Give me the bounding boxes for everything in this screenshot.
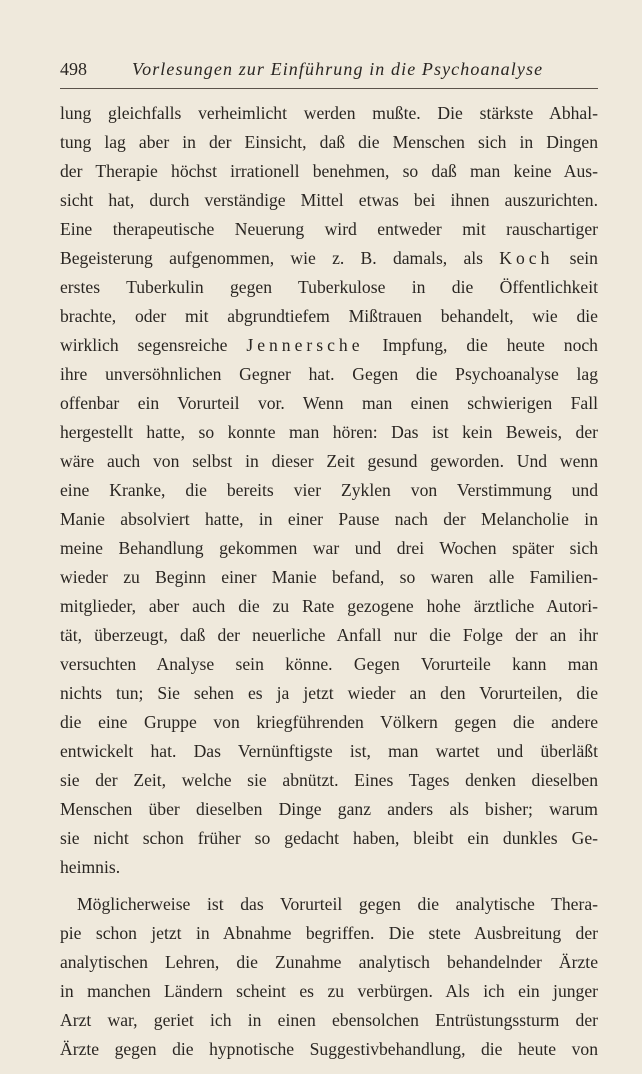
text-line: nichts tun; Sie sehen es ja jetzt wieder an den Vorurteilen, die (60, 683, 598, 703)
text-line: sie nicht schon früher so gedacht haben, bleibt ein dunkles Ge- (60, 828, 598, 848)
text-line: mitglieder, aber auch die zu Rate gezogene hohe ärztliche Autori- (60, 596, 598, 616)
page-number: 498 (60, 59, 87, 79)
text-line: hergestellt hatte, so konnte man hören: Das ist kein Beweis, der (60, 422, 598, 442)
text-line: Manie absolviert hatte, in einer Pause nach der Melancholie in (60, 509, 598, 529)
text-line: pie schon jetzt in Abnahme begriffen. Die stete Ausbreitung der (60, 923, 598, 943)
text-line: tung lag aber in der Einsicht, daß die Menschen sich in Dingen (60, 132, 598, 152)
text-line: erstes Tuberkulin gegen Tuberkulose in die Öffentlichkeit (60, 277, 598, 297)
header-rule (60, 88, 598, 89)
spaced-name-koch: Koch (499, 248, 554, 268)
text-line: offenbar ein Vorurteil vor. Wenn man einen schwierigen Fall (60, 393, 598, 413)
text-segment: Begeisterung aufgenommen, wie z. B. damals, als (60, 248, 500, 268)
text-segment: wirklich segensreiche (60, 335, 247, 355)
text-line: ihre unversöhnlichen Gegner hat. Gegen die Psychoanalyse lag (60, 364, 598, 384)
text-line: versuchten Analyse sein könne. Gegen Vorurteile kann man (60, 654, 598, 674)
text-line: Eine therapeutische Neuerung wird entweder mit rauschartiger (60, 219, 598, 239)
text-line: tät, überzeugt, daß der neuerliche Anfall nur die Folge der an ihr (60, 625, 598, 645)
text-line: sie der Zeit, welche sie abnützt. Eines Tages denken dieselben (60, 770, 598, 790)
text-line: eine Kranke, die bereits vier Zyklen von Verstimmung und (60, 480, 598, 500)
text-line-last: heimnis. (60, 857, 121, 877)
text-line: Menschen über dieselben Dinge ganz anders als bisher; warum (60, 799, 598, 819)
running-title: Vorlesungen zur Einführung in die Psychoanalyse (132, 59, 544, 79)
text-line (60, 244, 598, 273)
text-line: sicht hat, durch verständige Mittel etwas bei ihnen auszurichten. (60, 190, 598, 210)
text-line: wieder zu Beginn einer Manie befand, so waren alle Familien- (60, 567, 598, 587)
text-line: analytischen Lehren, die Zunahme analytisch behandelnder Ärzte (60, 952, 598, 972)
text-line: die eine Gruppe von kriegführenden Völkern gegen die andere (60, 712, 598, 732)
text-line: der Therapie höchst irrationell benehmen, so daß man keine Aus- (60, 161, 598, 181)
text-line: Arzt war, geriet ich in einen ebensolchen Entrüstungssturm der (60, 1010, 598, 1030)
text-segment: Impfung, die heute noch (363, 335, 598, 355)
text-line: entwickelt hat. Das Vernünftigste ist, man wartet und überläßt (60, 741, 598, 761)
paragraph-1 (60, 99, 598, 882)
text-line: lung gleichfalls verheimlicht werden mußte. Die stärkste Abhal- (60, 103, 598, 123)
text-line (60, 331, 598, 360)
text-line: in manchen Ländern scheint es zu verbürgen. Als ich ein junger (60, 981, 598, 1001)
text-line: brachte, oder mit abgrundtiefem Mißtrauen behandelt, wie die (60, 306, 598, 326)
body-text (60, 99, 598, 1064)
text-line: Ärzte gegen die hypnotische Suggestivbehandlung, die heute von (60, 1039, 598, 1059)
text-segment: sein (553, 248, 598, 268)
text-line-first: Möglicherweise ist das Vorurteil gegen die analytische Thera- (77, 894, 598, 914)
text-line: meine Behandlung gekommen war und drei Wochen später sich (60, 538, 598, 558)
spaced-name-jennersche: Jennersche (246, 335, 364, 355)
text-line: wäre auch von selbst in dieser Zeit gesund geworden. Und wenn (60, 451, 598, 471)
paragraph-2 (60, 890, 598, 1064)
